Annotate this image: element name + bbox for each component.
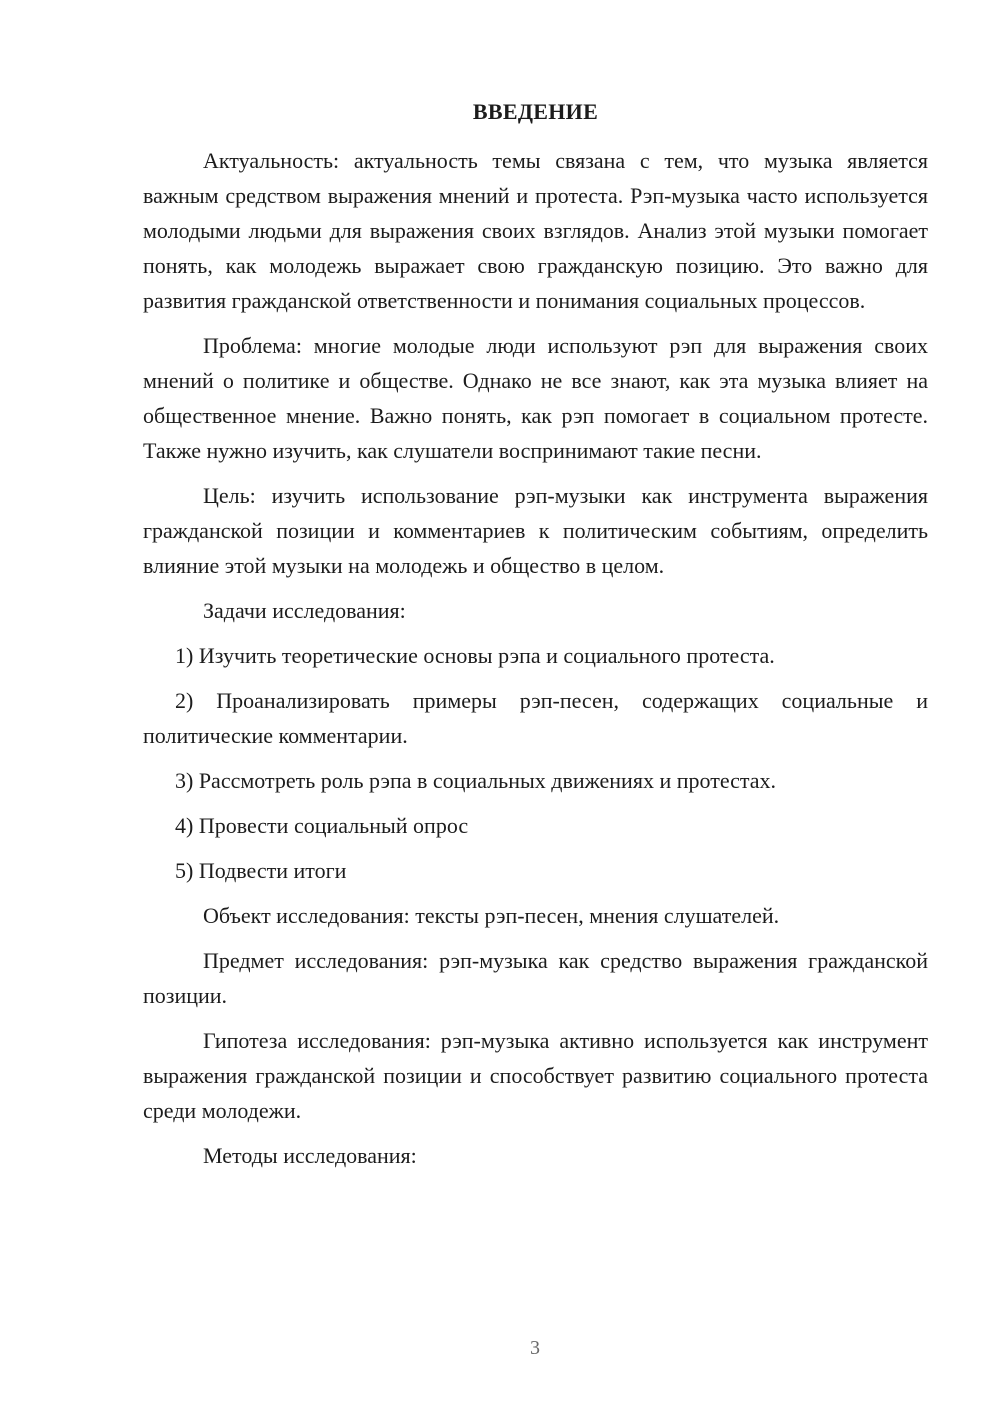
task-item-3: 3) Рассмотреть роль рэпа в социальных движениях и протестах. [175,768,777,793]
paragraph-object: Объект исследования: тексты рэп-песен, мнения слушателей. [203,903,780,928]
paragraph-problem: Проблема: многие молодые люди используют рэп для выражения своих мнений о политике и обществе. Однако не все знают, как эта музыка влияет на общественное мнение. Важно понять, как рэп помогает в социальном протесте. Также нужно изучить, как слушатели воспринимают такие песни. [143,333,928,463]
task-item-2: 2) Проанализировать примеры рэп-песен, содержащих социальные и политические комментарии. [143,688,928,748]
tasks-heading: Задачи исследования: [203,598,406,623]
paragraph-relevance: Актуальность: актуальность темы связана с тем, что музыка является важным средством выражения мнений и протеста. Рэп-музыка часто используется молодыми людьми для выражения своих взглядов. Анализ этой музыки помогает понять, как молодежь выражает свою гражданскую позицию. Это важно для развития гражданской ответственности и понимания социальных процессов. [143,148,928,313]
page-number: 3 [530,1337,540,1359]
methods-heading: Методы исследования: [203,1143,417,1168]
paragraph-hypothesis: Гипотеза исследования: рэп-музыка активно используется как инструмент выражения гражданской позиции и способствует развитию социального протеста среди молодежи. [143,1028,928,1123]
section-title: ВВЕДЕНИЕ [472,99,599,124]
task-item-4: 4) Провести социальный опрос [175,813,469,838]
task-item-5: 5) Подвести итоги [175,858,347,883]
paragraph-goal: Цель: изучить использование рэп-музыки как инструмента выражения гражданской позиции и комментариев к политическим событиям, определить влияние этой музыки на молодежь и общество в целом. [143,483,928,578]
paragraph-subject: Предмет исследования: рэп-музыка как средство выражения гражданской позиции. [143,948,928,1008]
task-item-1: 1) Изучить теоретические основы рэпа и социального протеста. [175,643,775,668]
document-body [143,143,928,1173]
